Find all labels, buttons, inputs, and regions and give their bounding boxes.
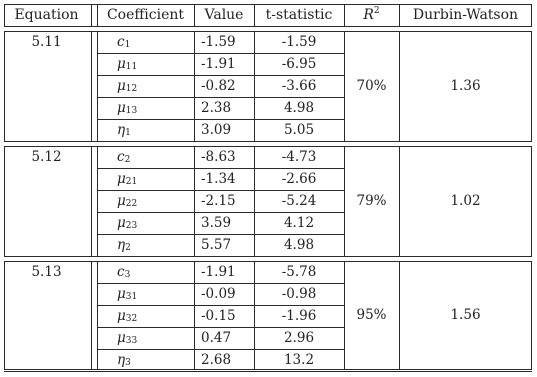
durbin-watson-value: 1.02 bbox=[450, 193, 481, 209]
group-column-line bbox=[91, 146, 92, 257]
header-column-line bbox=[97, 4, 98, 26]
coefficient-subscript: 21 bbox=[125, 177, 138, 187]
header-t-statistic: t-statistic bbox=[265, 7, 333, 23]
coefficient-letter: μ bbox=[117, 100, 126, 116]
coefficient-value: -0.82 bbox=[201, 78, 236, 94]
coefficient-symbol bbox=[117, 76, 187, 96]
coefficient-letter: c bbox=[117, 34, 125, 50]
header-r-squared: $R^2$ bbox=[363, 6, 380, 23]
coefficient-letter: c bbox=[117, 264, 125, 280]
header-column-line bbox=[254, 4, 255, 26]
coefficient-symbol bbox=[117, 54, 187, 74]
coefficient-symbol bbox=[117, 284, 187, 304]
coefficient-letter: μ bbox=[117, 215, 126, 231]
coefficient-letter: μ bbox=[117, 193, 126, 209]
r-squared-value: 79% bbox=[356, 193, 387, 209]
header-value: Value bbox=[204, 7, 244, 23]
table-border-bottom bbox=[4, 371, 532, 372]
group-column-line bbox=[97, 261, 98, 370]
coefficient-symbol bbox=[117, 32, 187, 52]
group-column-line bbox=[194, 31, 195, 142]
coefficient-letter: c bbox=[117, 149, 125, 165]
coefficient-symbol bbox=[117, 191, 187, 211]
t-statistic-value: -4.73 bbox=[281, 149, 317, 165]
table-border-top bbox=[4, 4, 532, 5]
coefficient-subscript: 23 bbox=[125, 221, 138, 231]
equation-label: 5.12 bbox=[31, 149, 62, 165]
coefficient-subscript: 1 bbox=[124, 40, 131, 50]
group-column-line bbox=[91, 31, 92, 142]
header-coefficient: Coefficient bbox=[106, 7, 185, 23]
coefficient-subscript: 3 bbox=[125, 358, 131, 368]
coefficient-value: 0.47 bbox=[201, 330, 232, 346]
coefficient-value: 3.09 bbox=[201, 122, 232, 138]
header-column-line bbox=[531, 4, 532, 26]
header-column-line bbox=[344, 4, 345, 26]
t-statistic-value: 2.96 bbox=[283, 330, 315, 346]
t-statistic-value: 5.05 bbox=[283, 122, 315, 138]
t-statistic-value: -6.95 bbox=[281, 56, 317, 72]
coefficient-letter: μ bbox=[117, 78, 126, 94]
durbin-watson-value: 1.56 bbox=[450, 307, 481, 323]
coefficient-symbol bbox=[117, 262, 187, 282]
coefficient-value: -1.34 bbox=[201, 171, 236, 187]
t-statistic-value: -5.78 bbox=[281, 264, 317, 280]
header-column-line bbox=[399, 4, 400, 26]
coefficient-letter: η bbox=[117, 237, 126, 253]
coefficient-symbol bbox=[117, 350, 187, 370]
header-equation: Equation bbox=[14, 7, 79, 23]
coefficient-symbol bbox=[117, 235, 187, 255]
r-squared-value: 70% bbox=[356, 78, 387, 94]
header-border-bottom bbox=[4, 26, 532, 27]
regression-results-table bbox=[4, 4, 532, 372]
coefficient-subscript: 2 bbox=[124, 155, 131, 165]
coefficient-value: 2.38 bbox=[201, 100, 232, 116]
header-column-line bbox=[4, 4, 5, 26]
t-statistic-value: -1.96 bbox=[281, 308, 317, 324]
t-statistic-value: -3.66 bbox=[281, 78, 317, 94]
coefficient-value: 3.59 bbox=[201, 215, 232, 231]
coefficient-subscript: 2 bbox=[125, 243, 131, 253]
group-column-line bbox=[97, 31, 98, 142]
coefficient-value: -0.09 bbox=[201, 286, 236, 302]
coefficient-letter: μ bbox=[117, 330, 126, 346]
t-statistic-value: 4.98 bbox=[283, 237, 315, 253]
coefficient-value: -8.63 bbox=[201, 149, 236, 165]
group-column-line bbox=[194, 146, 195, 257]
r-squared-value: 95% bbox=[356, 307, 387, 323]
coefficient-letter: μ bbox=[117, 308, 126, 324]
t-statistic-value: -2.66 bbox=[281, 171, 317, 187]
header-column-line bbox=[91, 4, 92, 26]
coefficient-value: -2.15 bbox=[201, 193, 236, 209]
t-statistic-value: -1.59 bbox=[281, 34, 317, 50]
equation-label: 5.11 bbox=[31, 34, 62, 50]
coefficient-letter: η bbox=[117, 352, 126, 368]
coefficient-subscript: 11 bbox=[125, 62, 138, 72]
coefficient-letter: μ bbox=[117, 171, 126, 187]
t-statistic-value: -0.98 bbox=[281, 286, 317, 302]
coefficient-value: -1.59 bbox=[201, 34, 236, 50]
group-column-line bbox=[194, 261, 195, 370]
coefficient-symbol bbox=[117, 306, 187, 326]
coefficient-subscript: 32 bbox=[125, 314, 138, 324]
coefficient-symbol bbox=[117, 213, 187, 233]
equation-label: 5.13 bbox=[31, 264, 62, 280]
coefficient-letter: η bbox=[117, 122, 126, 138]
group-column-line bbox=[97, 146, 98, 257]
group-border-bottom bbox=[4, 256, 532, 257]
coefficient-subscript: 13 bbox=[125, 106, 138, 116]
coefficient-subscript: 12 bbox=[125, 84, 138, 94]
coefficient-subscript: 3 bbox=[124, 270, 131, 280]
coefficient-subscript: 33 bbox=[125, 336, 138, 346]
coefficient-letter: μ bbox=[117, 286, 126, 302]
coefficient-value: -0.15 bbox=[201, 308, 236, 324]
header-durbin-watson: Durbin-Watson bbox=[412, 7, 519, 23]
coefficient-value: -1.91 bbox=[201, 56, 236, 72]
t-statistic-value: -5.24 bbox=[281, 193, 317, 209]
t-statistic-value: 13.2 bbox=[283, 352, 315, 368]
coefficient-subscript: 22 bbox=[125, 199, 138, 209]
coefficient-subscript: 1 bbox=[125, 128, 131, 138]
coefficient-value: 5.57 bbox=[201, 237, 232, 253]
group-border-bottom bbox=[4, 141, 532, 142]
coefficient-symbol bbox=[117, 147, 187, 167]
durbin-watson-value: 1.36 bbox=[450, 78, 481, 94]
coefficient-symbol bbox=[117, 169, 187, 189]
coefficient-symbol bbox=[117, 328, 187, 348]
coefficient-value: -1.91 bbox=[201, 264, 236, 280]
t-statistic-value: 4.98 bbox=[283, 100, 315, 116]
coefficient-value: 2.68 bbox=[201, 352, 232, 368]
coefficient-subscript: 31 bbox=[125, 292, 138, 302]
coefficient-symbol bbox=[117, 120, 187, 140]
coefficient-symbol bbox=[117, 98, 187, 118]
group-column-line bbox=[91, 261, 92, 370]
coefficient-letter: μ bbox=[117, 56, 126, 72]
header-column-line bbox=[194, 4, 195, 26]
t-statistic-value: 4.12 bbox=[283, 215, 315, 231]
